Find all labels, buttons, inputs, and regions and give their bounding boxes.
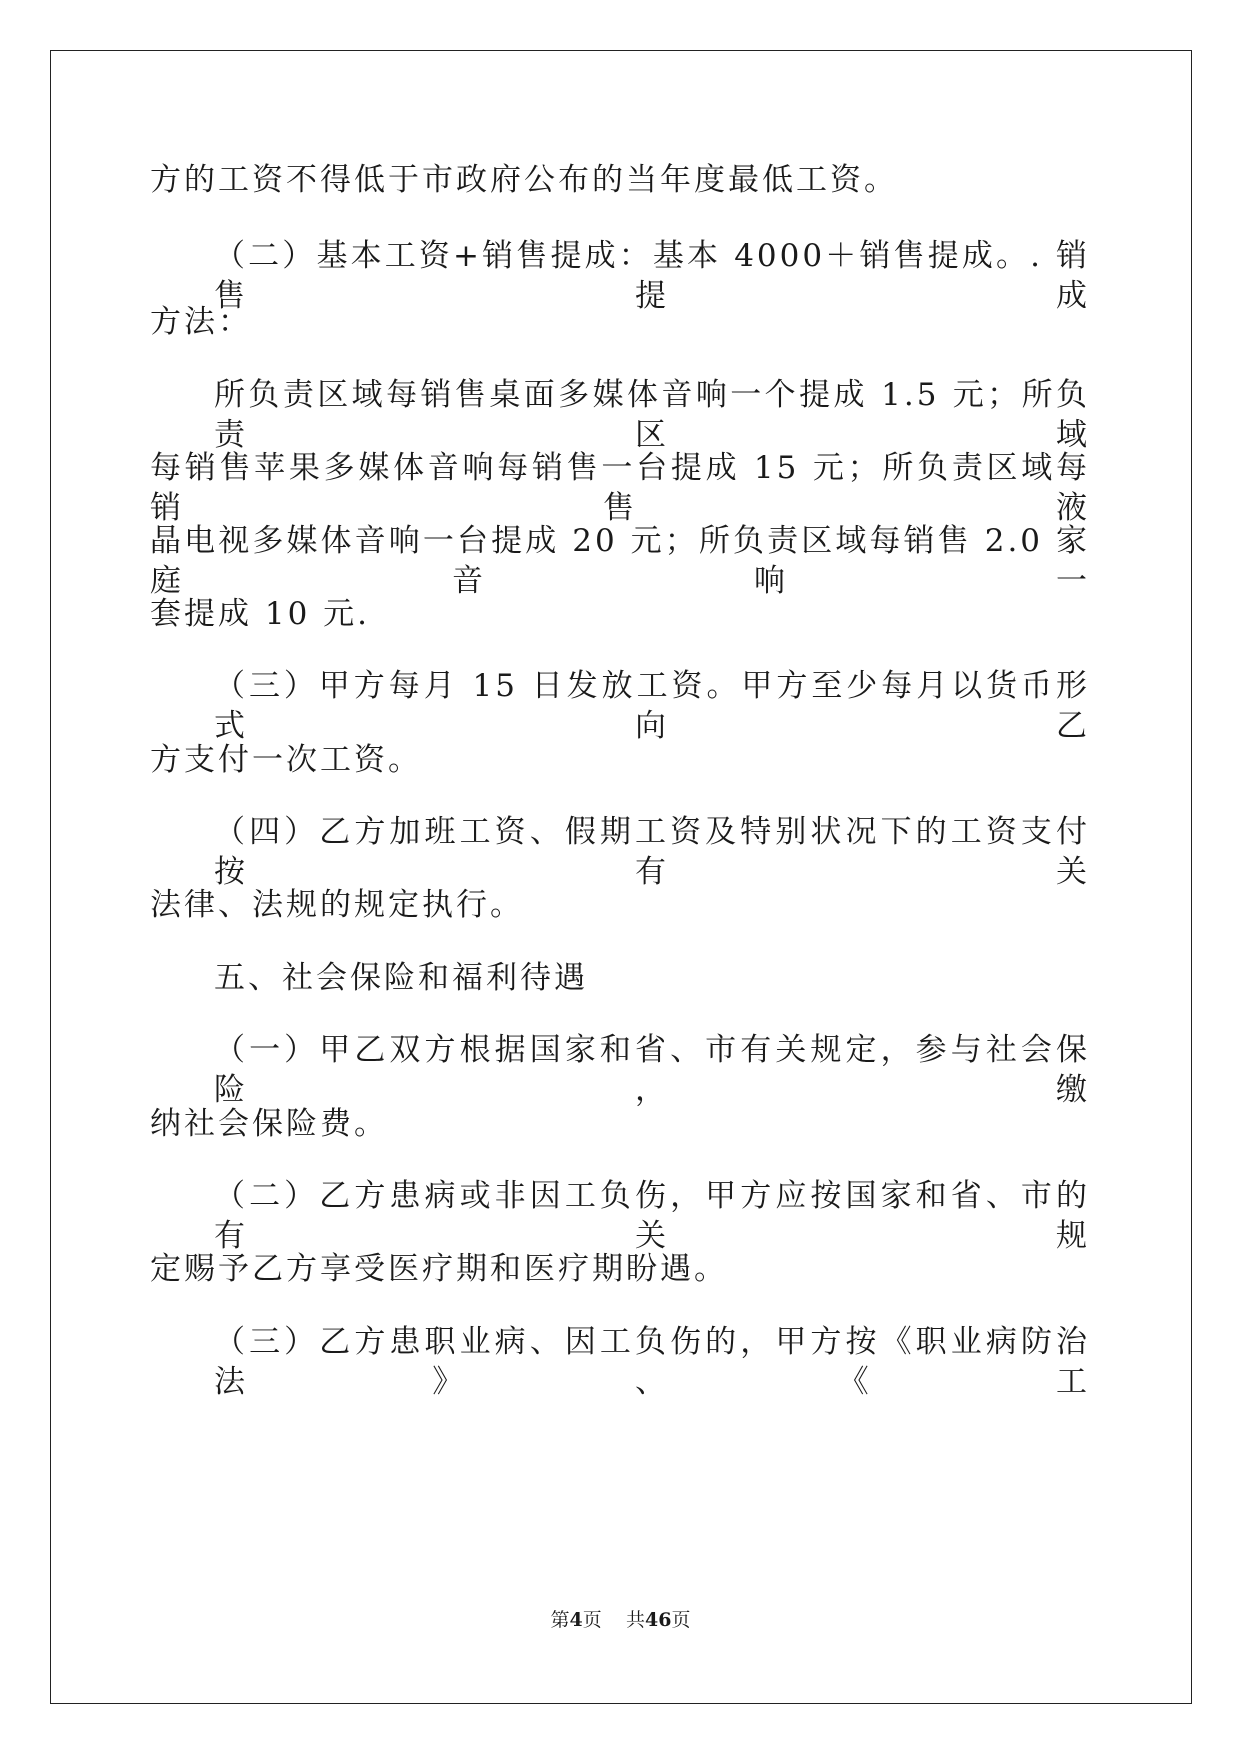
text-line-16: 定赐予乙方享受医疗期和医疗期盼遇。 [150, 1251, 728, 1287]
text-line-7: 套提成 10 元. [150, 596, 371, 632]
page-footer [0, 1608, 1241, 1632]
text-line-1: 方的工资不得低于市政府公布的当年度最低工资。 [150, 162, 898, 198]
text-line-3: 方法： [150, 304, 252, 340]
text-line-10: （四）乙方加班工资、假期工资及特别状况下的工资支付按有关 [214, 814, 1090, 890]
text-line-2: （二）基本工资+销售提成：基本 4000＋销售提成。. 销售提成 [214, 238, 1090, 314]
text-line-14: 纳社会保险费。 [150, 1106, 388, 1142]
footer-page-suffix: 页 [582, 1609, 602, 1631]
text-line-4: 所负责区域每销售桌面多媒体音响一个提成 1.5 元；所负责区域 [214, 377, 1090, 453]
footer-page-number: 4 [569, 1609, 583, 1631]
footer-total-prefix: 共 [625, 1609, 645, 1631]
text-line-5: 每销售苹果多媒体音响每销售一台提成 15 元；所负责区域每销售液 [150, 450, 1090, 526]
text-line-6: 晶电视多媒体音响一台提成 20 元；所负责区域每销售 2.0 家庭音响一 [150, 523, 1090, 599]
text-line-17: （三）乙方患职业病、因工负伤的，甲方按《职业病防治法》、《工 [214, 1324, 1090, 1400]
footer-total-suffix: 页 [671, 1609, 691, 1631]
text-line-11: 法律、法规的规定执行。 [150, 887, 524, 923]
text-line-8: （三）甲方每月 15 日发放工资。甲方至少每月以货币形式向乙 [214, 668, 1090, 744]
text-line-15: （二）乙方患病或非因工负伤，甲方应按国家和省、市的有关规 [214, 1178, 1090, 1254]
footer-total-pages: 46 [644, 1609, 672, 1631]
text-line-9: 方支付一次工资。 [150, 742, 422, 778]
footer-prefix: 第 [550, 1609, 570, 1631]
text-line-13: （一）甲乙双方根据国家和省、市有关规定，参与社会保险，缴 [214, 1032, 1090, 1108]
section-heading: 五、社会保险和福利待遇 [214, 960, 588, 996]
